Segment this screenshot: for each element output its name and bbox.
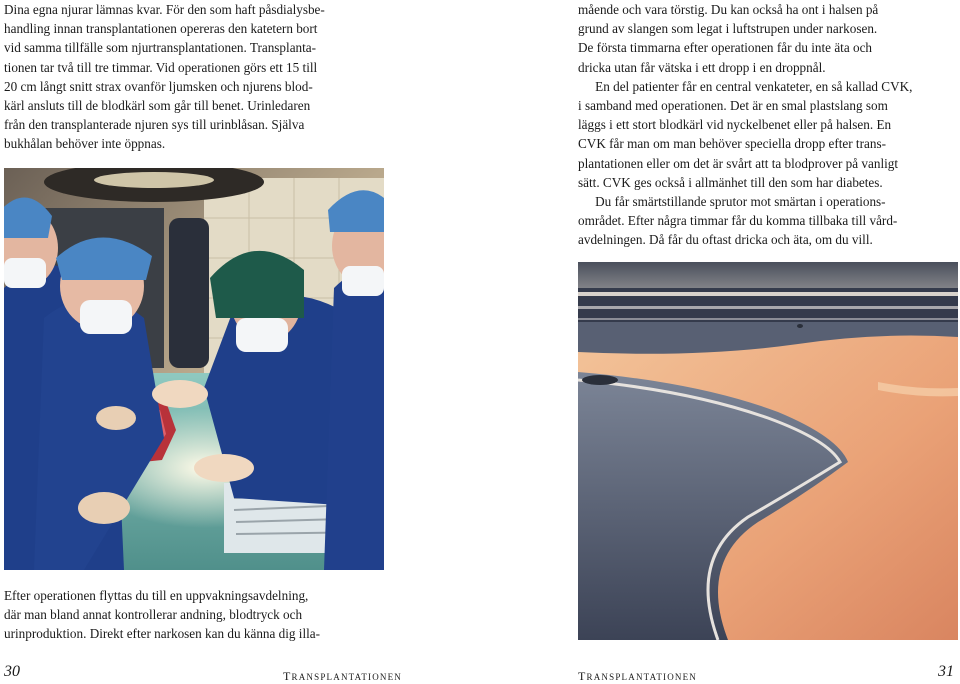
text-line: läggs i ett stort blodkärl vid nyckelbenet eller på halsen. En bbox=[578, 117, 892, 133]
text-line: dricka utan får vätska i ett dropp i en droppnål. bbox=[578, 59, 826, 75]
text-line: Du får smärtstillande sprutor mot smärtan i operations- bbox=[595, 194, 886, 210]
left-bottom-paragraph bbox=[4, 586, 384, 644]
text-line: tionen tar två till tre timmar. Vid operationen görs ett 15 till bbox=[4, 59, 318, 75]
text-line: handling innan transplantationen opereras den katetern bort bbox=[4, 21, 318, 37]
text-line: sätt. CVK ges också i allmänhet till den som har diabetes. bbox=[578, 174, 883, 190]
text-line: i samband med operationen. Det är en smal plastslang som bbox=[578, 98, 888, 114]
text-line: De första timmarna efter operationen får du inte äta och bbox=[578, 40, 873, 56]
running-head-initial: T bbox=[578, 669, 587, 683]
beach-sunset-photo bbox=[578, 262, 958, 640]
text-line: området. Efter några timmar får du komma tillbaka till vård- bbox=[578, 213, 898, 229]
running-head-initial: T bbox=[283, 669, 292, 683]
text-line: urinproduktion. Direkt efter narkosen kan du känna dig illa- bbox=[4, 626, 321, 642]
text-line: En del patienter får en central venkateter, en så kallad CVK, bbox=[595, 78, 913, 94]
text-line: 20 cm långt snitt strax ovanför ljumsken och njurens blod- bbox=[4, 78, 313, 94]
text-line: Dina egna njurar lämnas kvar. För den som haft påsdialysbe- bbox=[4, 2, 325, 17]
text-line: CVK får man om man behöver speciella dropp efter trans- bbox=[578, 136, 886, 152]
text-line: mående och vara törstig. Du kan också ha ont i halsen på bbox=[578, 2, 879, 17]
surgery-photo bbox=[4, 168, 384, 570]
text-line: grund av slangen som legat i luftstrupen under narkosen. bbox=[578, 21, 878, 37]
text-line: kärl ansluts till de blodkärl som går till benet. Urinledaren bbox=[4, 98, 311, 114]
right-text-column bbox=[578, 0, 958, 250]
text-line: avdelningen. Då får du oftast dricka och äta, om du vill. bbox=[578, 232, 873, 248]
text-line: vid samma tillfälle som njurtransplantationen. Transplanta- bbox=[4, 40, 317, 56]
text-line: bukhålan behöver inte öppnas. bbox=[4, 136, 166, 152]
page-number-left: 30 bbox=[4, 663, 20, 680]
text-line: Efter operationen flyttas du till en uppvakningsavdelning, bbox=[4, 588, 309, 603]
page-number-right: 31 bbox=[938, 663, 954, 680]
running-head-rest: RANSPLANTATIONEN bbox=[586, 672, 698, 682]
text-line: där man bland annat kontrollerar andning, blodtryck och bbox=[4, 607, 303, 623]
running-head-rest: RANSPLANTATIONEN bbox=[291, 672, 403, 682]
left-top-paragraph bbox=[4, 0, 384, 154]
text-line: plantationen eller om det är svårt att ta blodprover på vanligt bbox=[578, 155, 899, 171]
text-line: från den transplanterade njuren sys till urinblåsan. Själva bbox=[4, 117, 305, 133]
